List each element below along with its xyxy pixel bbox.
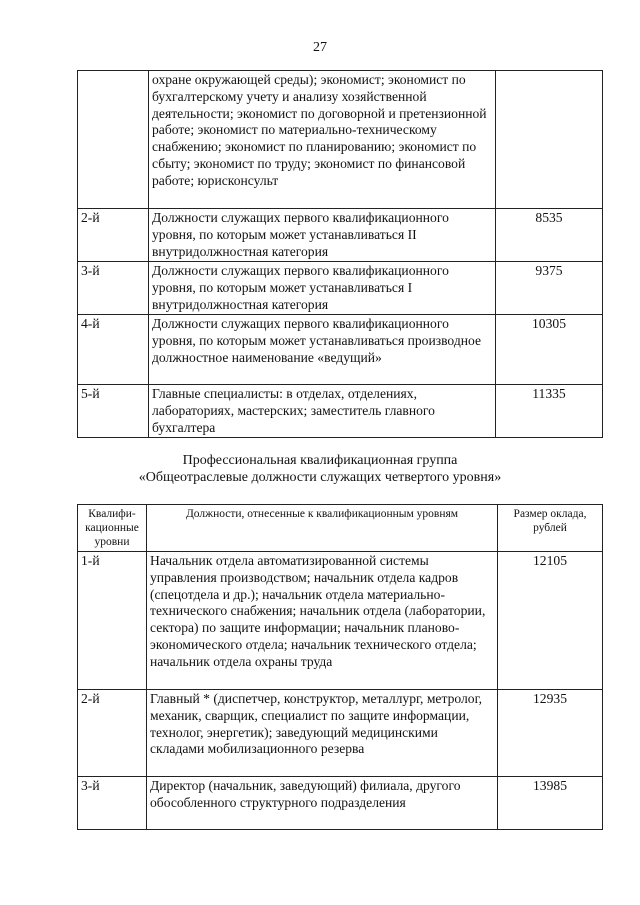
header-level: Квалифи-кационные уровни bbox=[78, 505, 147, 552]
positions-cell: Должности служащих первого квалификационного уровня, по которым может устанавливаться производное должностное наименование «ведущий» bbox=[149, 315, 496, 385]
level-cell: 4-й bbox=[78, 315, 149, 385]
salary-table-fourth-level bbox=[77, 504, 603, 830]
header-salary: Размер оклада, рублей bbox=[498, 505, 603, 552]
level-cell: 2-й bbox=[78, 690, 147, 777]
table-row bbox=[78, 552, 603, 690]
positions-cell: охране окружающей среды); экономист; экономист по бухгалтерскому учету и анализу хозяйственной деятельности; экономист по договорной и претензионной работе; экономист по материально-техническому снабжению; экономист по планированию; экономист по сбыту; экономист по труду; экономист по финансовой работе; юрисконсульт bbox=[149, 71, 496, 209]
level-cell: 1-й bbox=[78, 552, 147, 690]
level-cell: 5-й bbox=[78, 385, 149, 438]
salary-cell bbox=[496, 71, 603, 209]
salary-cell: 9375 bbox=[496, 262, 603, 315]
level-cell bbox=[78, 71, 149, 209]
table-row bbox=[78, 690, 603, 777]
salary-cell: 12105 bbox=[498, 552, 603, 690]
salary-cell: 12935 bbox=[498, 690, 603, 777]
table-row bbox=[78, 209, 603, 262]
table-row bbox=[78, 262, 603, 315]
positions-cell: Должности служащих первого квалификационного уровня, по которым может устанавливаться I внутридолжностная категория bbox=[149, 262, 496, 315]
table-row bbox=[78, 315, 603, 385]
level-cell: 2-й bbox=[78, 209, 149, 262]
table-row bbox=[78, 385, 603, 438]
header-positions: Должности, отнесенные к квалификационным уровням bbox=[147, 505, 498, 552]
salary-cell: 10305 bbox=[496, 315, 603, 385]
salary-cell: 8535 bbox=[496, 209, 603, 262]
level-cell: 3-й bbox=[78, 777, 147, 830]
group-heading-line1: Профессиональная квалификационная группа bbox=[182, 453, 458, 468]
positions-cell: Начальник отдела автоматизированной системы управления производством; начальник отдела кадров (спецотдела и др.); начальник отдела материально-технического снабжения; начальник отдела (лаборатории, сектора) по защите информации; начальник планово-экономического отдела; начальник технического отдела; начальник отдела охраны труда bbox=[147, 552, 498, 690]
table-header-row bbox=[78, 505, 603, 552]
table-row bbox=[78, 777, 603, 830]
level-cell: 3-й bbox=[78, 262, 149, 315]
positions-cell: Главный * (диспетчер, конструктор, металлург, метролог, механик, сварщик, специалист по защите информации, технолог, энергетик); заведующий медицинскими складами мобилизационного резерва bbox=[147, 690, 498, 777]
positions-cell: Должности служащих первого квалификационного уровня, по которым может устанавливаться II внутридолжностная категория bbox=[149, 209, 496, 262]
table-row bbox=[78, 71, 603, 209]
group-heading-line2: «Общеотраслевые должности служащих четвертого уровня» bbox=[138, 470, 502, 485]
positions-cell: Главные специалисты: в отделах, отделениях, лабораториях, мастерских; заместитель главного бухгалтера bbox=[149, 385, 496, 438]
salary-cell: 13985 bbox=[498, 777, 603, 830]
salary-table-continued bbox=[77, 70, 603, 438]
page-number: 27 bbox=[313, 40, 327, 55]
group-heading bbox=[0, 452, 640, 486]
positions-cell: Директор (начальник, заведующий) филиала, другого обособленного структурного подразделения bbox=[147, 777, 498, 830]
salary-cell: 11335 bbox=[496, 385, 603, 438]
